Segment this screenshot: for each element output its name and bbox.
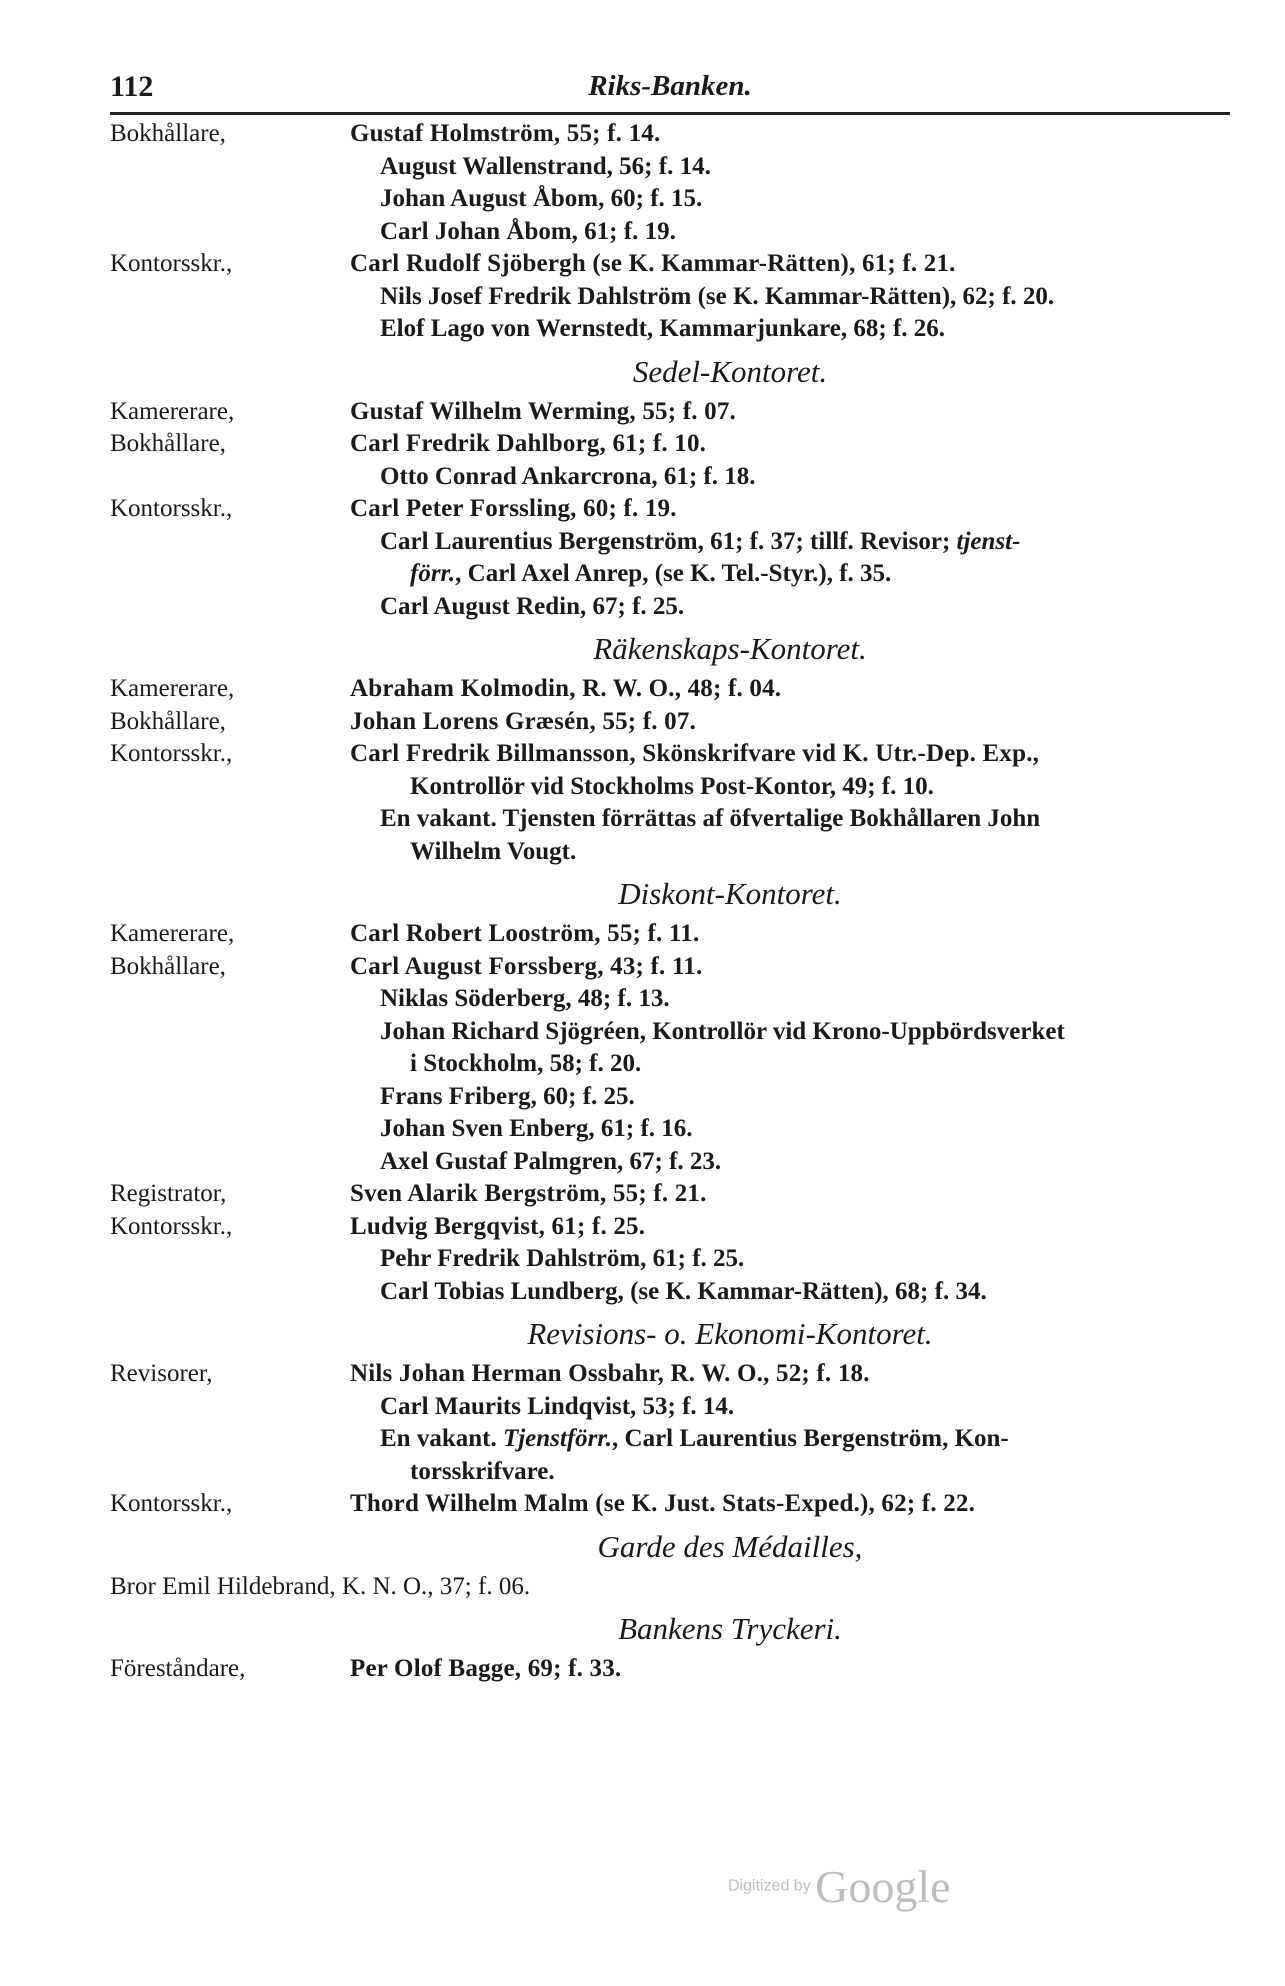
role-label: Kontorsskr., — [110, 1490, 233, 1517]
entry-text: En vakant. Tjensten förrättas af öfvertalige Bokhållaren John — [380, 805, 1041, 832]
role-label: Bokhållare, — [110, 952, 226, 980]
entry-text: Axel Gustaf Palmgren, 67; f. 23. — [380, 1147, 722, 1175]
watermark — [728, 1860, 951, 1913]
section-title: Garde des Médailles, — [597, 1528, 863, 1564]
section-title: Räkenskaps-Kontoret. — [593, 631, 867, 666]
entry — [110, 396, 1240, 429]
role-label: Revisorer, — [110, 1360, 213, 1387]
entry-text: , Carl Laurentius Bergenström, Kon- — [612, 1425, 1009, 1452]
entry-text: Johan Lorens Græsén, 55; f. 07. — [350, 707, 697, 735]
entry-text: Carl Rudolf Sjöbergh (se K. Kammar-Rätten), 61; f. 21. — [350, 250, 956, 277]
section-title: Diskont-Kontoret. — [618, 876, 842, 911]
entry — [110, 706, 1240, 739]
entry-text: Carl Fredrik Billmansson, Skönskrifvare vid K. Utr.-Dep. Exp., — [350, 740, 1040, 767]
entry-text: Johan August Åbom, 60; f. 15. — [380, 185, 703, 212]
entry-text-italic: Tjenstförr. — [502, 1425, 613, 1452]
entry-text-italic: tjenst- — [956, 527, 1021, 555]
entry-text: Carl Tobias Lundberg, (se K. Kammar-Rätten), 68; f. 34. — [380, 1277, 987, 1305]
entry — [110, 738, 1240, 771]
entry-text: i Stockholm, 58; f. 20. — [410, 1050, 642, 1077]
role-label: Kamererare, — [110, 675, 235, 702]
entry-text-italic: förr. — [410, 560, 456, 587]
page-number: 112 — [110, 70, 154, 103]
role-label: Bokhållare, — [110, 707, 226, 735]
entry-text-line — [110, 558, 1240, 591]
role-label: Kamererare, — [110, 920, 235, 947]
entry-text: Thord Wilhelm Malm (se K. Just. Stats-Exped.), 62; f. 22. — [350, 1490, 976, 1517]
entry-text: Niklas Söderberg, 48; f. 13. — [380, 985, 670, 1012]
entry-text: Ludvig Bergqvist, 61; f. 25. — [350, 1212, 646, 1240]
entry — [110, 1488, 1240, 1521]
entry-text-line — [110, 526, 1240, 559]
entry — [110, 1358, 1240, 1391]
section-title: Revisions- o. Ekonomi-Kontoret. — [527, 1316, 933, 1351]
entry-text: Johan Sven Enberg, 61; f. 16. — [380, 1115, 693, 1142]
entry-text: Otto Conrad Ankarcrona, 61; f. 18. — [380, 462, 756, 490]
entry — [110, 428, 1240, 461]
entry-text: Carl Maurits Lindqvist, 53; f. 14. — [380, 1392, 735, 1420]
role-label: Kontorsskr., — [110, 250, 233, 277]
role-label: Kontorsskr., — [110, 495, 233, 522]
section-title: Sedel-Kontoret. — [632, 353, 828, 389]
entry-text: Nils Johan Herman Ossbahr, R. W. O., 52; f. 18. — [350, 1360, 870, 1387]
section-title: Bankens Tryckeri. — [618, 1611, 842, 1646]
entry — [110, 1653, 1240, 1686]
header — [110, 70, 1230, 110]
watermark-logo: Google — [815, 1861, 951, 1912]
role-label: Registrator, — [110, 1180, 227, 1207]
entry — [110, 673, 1240, 706]
entry-text: Elof Lago von Wernstedt, Kammarjunkare, 68; f. 26. — [380, 315, 946, 342]
entry-text: Abraham Kolmodin, R. W. O., 48; f. 04. — [350, 675, 782, 702]
entry-text: Carl Peter Forssling, 60; f. 19. — [350, 495, 677, 522]
entry — [110, 1178, 1240, 1211]
entry-text-line — [110, 1423, 1240, 1456]
entry — [110, 951, 1240, 984]
entry-text: torsskrifvare. — [410, 1457, 555, 1485]
entry-text: , Carl Axel Anrep, (se K. Tel.-Styr.), f. 35. — [455, 560, 892, 587]
entry-text: Pehr Fredrik Dahlström, 61; f. 25. — [380, 1245, 745, 1272]
entry-text: Wilhelm Vougt. — [410, 837, 577, 865]
role-label: Bokhållare, — [110, 430, 226, 457]
entry-text: Kontrollör vid Stockholms Post-Kontor, 49; f. 10. — [410, 772, 934, 800]
content — [110, 118, 1240, 1686]
role-label: Kontorsskr., — [110, 1212, 233, 1240]
role-label: Föreståndare, — [110, 1655, 246, 1682]
entry-text: Carl August Redin, 67; f. 25. — [380, 592, 685, 620]
entry — [110, 118, 1240, 151]
entry-text: Carl Robert Looström, 55; f. 11. — [350, 920, 700, 947]
role-label: Kamererare, — [110, 397, 235, 425]
entry-text: Carl August Forssberg, 43; f. 11. — [350, 952, 703, 980]
entry-text: Carl Johan Åbom, 61; f. 19. — [380, 217, 676, 245]
role-label: Bokhållare, — [110, 120, 226, 147]
entry-text: Per Olof Bagge, 69; f. 33. — [350, 1655, 622, 1682]
entry — [110, 493, 1240, 526]
entry — [110, 918, 1240, 951]
entry-text: En vakant. — [380, 1425, 497, 1452]
running-head: Riks-Banken. — [588, 70, 752, 102]
entry — [110, 1211, 1240, 1244]
entry-text: Bror Emil Hildebrand, K. N. O., 37; f. 06. — [110, 1572, 531, 1600]
entry-text: August Wallenstrand, 56; f. 14. — [380, 152, 711, 180]
entry-text: Nils Josef Fredrik Dahlström (se K. Kammar-Rätten), 62; f. 20. — [380, 282, 1055, 310]
entry-text: Sven Alarik Bergström, 55; f. 21. — [350, 1180, 707, 1207]
role-label: Kontorsskr., — [110, 740, 233, 767]
entry — [110, 248, 1240, 281]
entry-text: Carl Fredrik Dahlborg, 61; f. 10. — [350, 430, 707, 457]
entry-text: Gustaf Wilhelm Werming, 55; f. 07. — [350, 397, 736, 425]
entry-text: Carl Laurentius Bergenström, 61; f. 37; tillf. Revisor; — [380, 527, 951, 555]
entry-text: Johan Richard Sjögréen, Kontrollör vid Krono-Uppbördsverket — [380, 1017, 1065, 1045]
watermark-small: Digitized by — [728, 1877, 811, 1895]
entry-text: Frans Friberg, 60; f. 25. — [380, 1082, 635, 1110]
entry-text: Gustaf Holmström, 55; f. 14. — [350, 120, 661, 147]
header-rule — [110, 112, 1230, 115]
